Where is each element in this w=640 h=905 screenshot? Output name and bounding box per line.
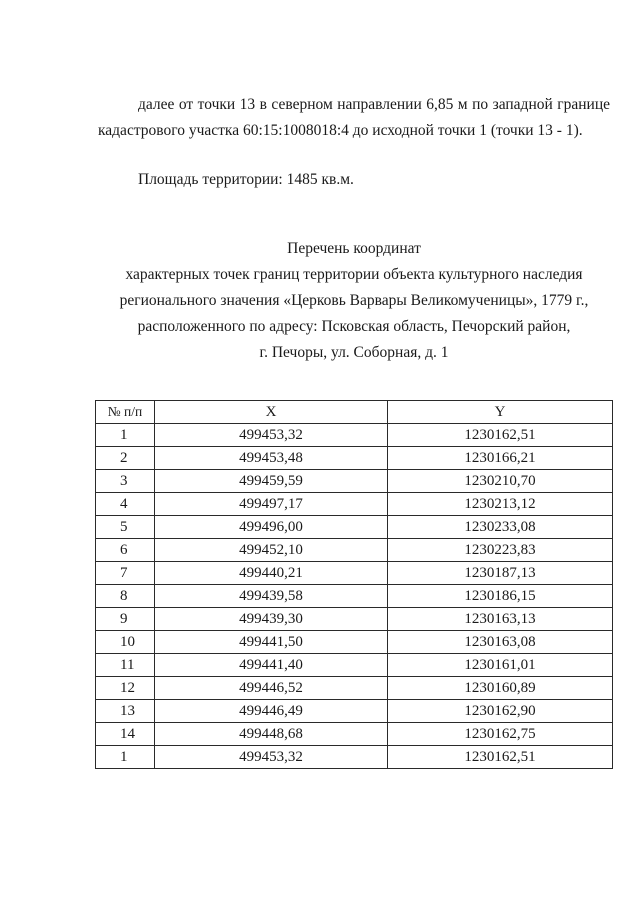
cell-x: 499439,30 <box>155 608 388 631</box>
cell-x: 499453,32 <box>155 424 388 447</box>
header-x: X <box>155 401 388 424</box>
heading-line-2: характерных точек границ территории объекта культурного наследия <box>125 266 583 283</box>
cell-y: 1230166,21 <box>388 447 613 470</box>
heading-line-4: расположенного по адресу: Псковская область, Печорский район, <box>137 318 571 335</box>
cell-point-number: 8 <box>96 585 155 608</box>
table-row <box>96 700 613 723</box>
heading-line-3: регионального значения «Церковь Варвары Великомученицы», 1779 г., <box>119 292 589 309</box>
coordinates-table <box>95 400 613 769</box>
table-body <box>96 424 613 769</box>
coordinates-heading <box>98 236 610 366</box>
cell-y: 1230162,90 <box>388 700 613 723</box>
cell-x: 499441,40 <box>155 654 388 677</box>
cell-point-number: 14 <box>96 723 155 746</box>
cell-point-number: 5 <box>96 516 155 539</box>
cell-y: 1230160,89 <box>388 677 613 700</box>
table-row <box>96 447 613 470</box>
cell-point-number: 1 <box>96 424 155 447</box>
cell-point-number: 13 <box>96 700 155 723</box>
cell-y: 1230162,75 <box>388 723 613 746</box>
cell-point-number: 6 <box>96 539 155 562</box>
cell-y: 1230186,15 <box>388 585 613 608</box>
table-row <box>96 493 613 516</box>
cell-x: 499446,52 <box>155 677 388 700</box>
header-y: Y <box>388 401 613 424</box>
cell-point-number: 2 <box>96 447 155 470</box>
cell-point-number: 1 <box>96 746 155 769</box>
cell-y: 1230162,51 <box>388 746 613 769</box>
cell-point-number: 7 <box>96 562 155 585</box>
cell-x: 499440,21 <box>155 562 388 585</box>
cell-x: 499496,00 <box>155 516 388 539</box>
table-row <box>96 585 613 608</box>
table-row <box>96 677 613 700</box>
table-header-row <box>96 401 613 424</box>
cell-y: 1230161,01 <box>388 654 613 677</box>
cell-point-number: 11 <box>96 654 155 677</box>
cell-y: 1230210,70 <box>388 470 613 493</box>
cell-point-number: 4 <box>96 493 155 516</box>
cell-point-number: 10 <box>96 631 155 654</box>
cell-y: 1230233,08 <box>388 516 613 539</box>
cell-y: 1230223,83 <box>388 539 613 562</box>
cell-y: 1230162,51 <box>388 424 613 447</box>
cell-point-number: 12 <box>96 677 155 700</box>
cell-y: 1230187,13 <box>388 562 613 585</box>
cell-x: 499446,49 <box>155 700 388 723</box>
cell-point-number: 9 <box>96 608 155 631</box>
table-row <box>96 539 613 562</box>
table-row <box>96 562 613 585</box>
table-row <box>96 746 613 769</box>
table-row <box>96 470 613 493</box>
cell-x: 499439,58 <box>155 585 388 608</box>
cell-x: 499497,17 <box>155 493 388 516</box>
cell-x: 499453,48 <box>155 447 388 470</box>
table-row <box>96 654 613 677</box>
heading-line-5: г. Печоры, ул. Соборная, д. 1 <box>259 344 449 361</box>
heading-line-1: Перечень координат <box>287 240 421 257</box>
cell-y: 1230163,13 <box>388 608 613 631</box>
table-row <box>96 631 613 654</box>
cell-x: 499441,50 <box>155 631 388 654</box>
cell-x: 499459,59 <box>155 470 388 493</box>
cell-x: 499453,32 <box>155 746 388 769</box>
cell-y: 1230163,08 <box>388 631 613 654</box>
cell-y: 1230213,12 <box>388 493 613 516</box>
cell-x: 499448,68 <box>155 723 388 746</box>
table-row <box>96 723 613 746</box>
cell-point-number: 3 <box>96 470 155 493</box>
boundary-description-paragraph: далее от точки 13 в северном направлении 6,85 м по западной границе кадастрового участка 60:15:1008018:4 до исходной точки 1 (точки 13 - 1). <box>98 96 610 139</box>
header-point-number: № п/п <box>96 401 155 424</box>
table-row <box>96 424 613 447</box>
area-paragraph: Площадь территории: 1485 кв.м. <box>138 171 354 188</box>
table-row <box>96 516 613 539</box>
table-row <box>96 608 613 631</box>
cell-x: 499452,10 <box>155 539 388 562</box>
